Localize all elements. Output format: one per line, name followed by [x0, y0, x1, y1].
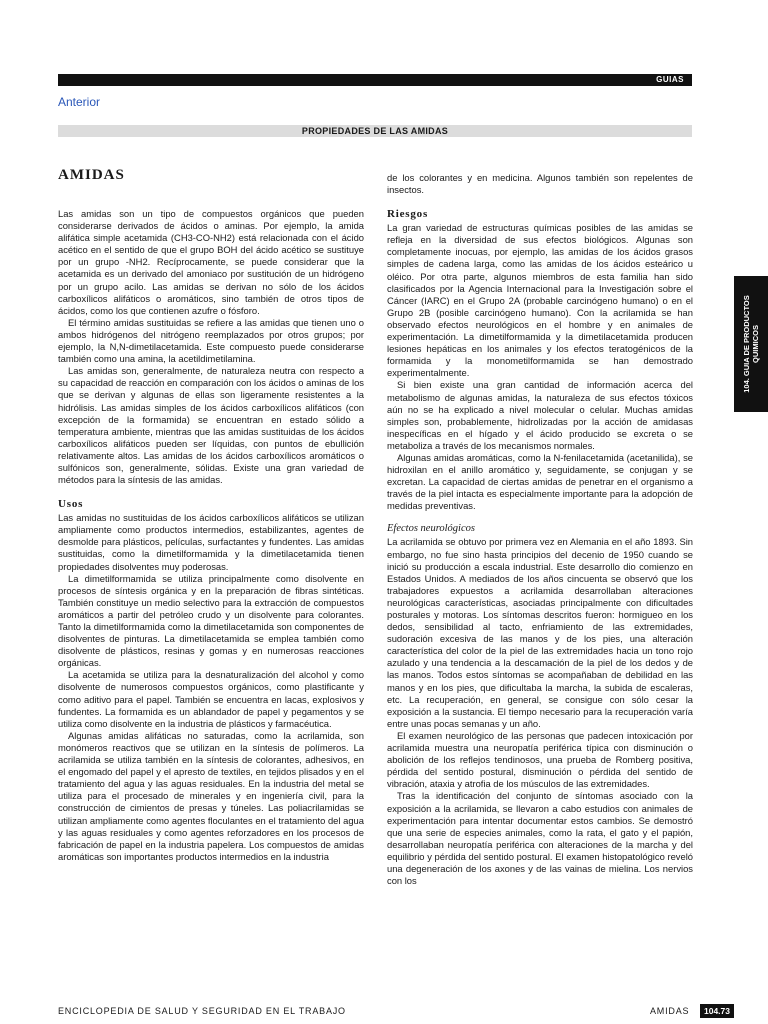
- side-tab-label: 104. GUIA DE PRODUCTOS QUIMICOS: [742, 295, 760, 393]
- paragraph: Tras la identificación del conjunto de síntomas asociado con la exposición a la acrilamida, se llevaron a cabo estudios con animales de experimentación para intentar documentar estos cambios. Se demostró que una serie de especies animales, como la rata, el gato y el papión, desarrollaban neuropatía periférica con alteraciones de la marcha y del equilibrio y pérdida del sentido postural. El examen histopatológico reveló una degeneración de los axones y de las vainas de mielina. Los nervios con los: [387, 790, 693, 887]
- usos-heading: Usos: [58, 498, 84, 511]
- paragraph: Algunas amidas alifáticas no saturadas, como la acrilamida, son monómeros reactivos que se utilizan en la síntesis de polímeros. La acrilamida se utiliza también en la síntesis de colorantes, adhesivos, en el engomado del papel y el apresto de textiles, en tejidos plisados y en el tratamiento del agua y las aguas residuales. En la industria del metal se utiliza para el procesado de minerales y en ingeniería civil, para la construcción de cimientos de presas y túneles. Las poliacrilamidas se utilizan ampliamente como agentes floculantes en el tratamiento del agua y las aguas residuales y como agentes reforzadores en los procesos de fabricación de papel en la industria papelera. Los compuestos de amidas aromáticas son importantes productos intermedios en la industria: [58, 729, 364, 862]
- section-title: PROPIEDADES DE LAS AMIDAS: [58, 125, 692, 137]
- paragraph: La dimetilformamida se utiliza principalmente como disolvente en procesos de síntesis orgánica y en la preparación de fibras sintéticas. También constituye un medio selectivo para la extracción de compuestos aromáticos a partir del petróleo crudo y un disolvente para colorantes. Tanto la dimetilformamida como la dimetilacetamida son componentes de disolventes de pinturas. La dimetilacetamida se emplea también como disolvente de plásticos, resinas y gomas y en numerosas reacciones orgánicas.: [58, 572, 364, 669]
- paragraph: El término amidas sustituidas se refiere a las amidas que tienen uno o ambos hidrógenos del nitrógeno reemplazados por otros grupos; por ejemplo, la N,N-dimetilacetamida. Este compuesto puede considerarse también como una amina, la acetildimetilamina.: [58, 316, 364, 365]
- paragraph: La acetamida se utiliza para la desnaturalización del alcohol y como disolvente de numerosos compuestos orgánicos, como plastificante y como aditivo para el papel. También se encuentra en lacas, explosivos y fundentes. La formamida es un ablandador de papel y pegamentos y se utiliza como disolvente en la industria de plásticos y farmacéutica.: [58, 669, 364, 729]
- header-band-label: GUIAS: [656, 75, 684, 84]
- paragraph: Las amidas son un tipo de compuestos orgánicos que pueden considerarse derivados de ácidos o aminas. Por ejemplo, la amida alifática simple acetamida (CH3-CO-NH2) está relacionada con el ácido acético en el sentido de que el grupo BOH del ácido acético se sustituye por un grupo -NH2. Recíprocamente, se puede considerar que la acetamida es un derivado del amoniaco por sustitución de un hidrógeno por un grupo acilo. Las amidas se derivan no sólo de los ácidos carboxílicos alifáticos o aromáticos, sino también de otros tipos de ácidos, como los que contienen azufre o fósforo.: [58, 208, 364, 316]
- previous-link[interactable]: Anterior: [58, 95, 101, 109]
- paragraph: Algunas amidas aromáticas, como la N-fenilacetamida (acetanilida), se hidroxilan en el anillo aromático y, seguidamente, se conjugan y se excretan. La capacidad de ciertas amidas de penetrar en el organismo a través de la piel intacta es especialmente importante para la adopción de medidas preventivas.: [387, 451, 693, 512]
- left-column: [58, 166, 364, 863]
- paragraph: Si bien existe una gran cantidad de información acerca del metabolismo de algunas amidas, la naturaleza de sus efectos tóxicos aún no se ha explicado a nivel molecular o celular. Muchas amidas simples son, probablemente, hidrolizadas por la acción de amidasas inespecíficas en el hígado y el ácido producido se excreta o se metaboliza a través de los mecanismos normales.: [387, 379, 693, 451]
- right-column: [387, 172, 693, 887]
- footer-publication: ENCICLOPEDIA DE SALUD Y SEGURIDAD EN EL TRABAJO: [58, 1006, 346, 1016]
- header-band: [58, 74, 692, 86]
- paragraph: Las amidas no sustituidas de los ácidos carboxílicos alifáticos se utilizan ampliamente como productos intermedios, estabilizantes, agentes de desmolde para plásticos, películas, surfactantes y fundentes. Las amidas sustituidas, como la dimetilformamida y la dimetilacetamida tienen propiedades disolventes muy poderosas.: [58, 512, 364, 572]
- paragraph: El examen neurológico de las personas que padecen intoxicación por acrilamida muestra una neuropatía periférica típica con disminución o abolición de los reflejos tendinosos, una prueba de Romberg positiva, pérdida del sentido postural, disminución o pérdida del sentido de vibración, ataxia y atrofia de los músculos de las extremidades.: [387, 729, 693, 790]
- paragraph: Las amidas son, generalmente, de naturaleza neutra con respecto a su capacidad de reacción en comparación con los ácidos o aminas de los que se derivan y algunas de ellas son ligeramente resistentes a la hidrólisis. Las amidas simples de los ácidos carboxílicos alifáticos (con excepción de la formamida) se encuentran en estado sólido a temperatura ambiente, mientras que las amidas sustituidas de los ácidos carboxílicos alifáticos pueden ser líquidas, con puntos de ebullición relativamente altos. Las amidas de los ácidos carboxílicos aromáticos o sulfónicos son, generalmente, sólidas. Existe una gran variedad de métodos para la síntesis de las amidas.: [58, 365, 364, 486]
- paragraph: de los colorantes y en medicina. Algunos también son repelentes de insectos.: [387, 172, 693, 196]
- footer-section: AMIDAS: [650, 1006, 690, 1016]
- page-number: 104.73: [700, 1004, 734, 1018]
- paragraph: La gran variedad de estructuras químicas posibles de las amidas se refleja en la diversidad de sus efectos biológicos. Algunas son completamente inocuas, por ejemplo, las amidas de los ácidos grasos simples de cadena larga, como las amidas de los ácidos esteárico u oléico. Por otra parte, algunos miembros de esta familia han sido clasificados por la Agencia Internacional para la Investigación sobre el Cáncer (IARC) en el Grupo 2A (probable carcinógeno humano) o en el Grupo 2B (posible carcinógeno humano). Con la acrilamida se han observado efectos neurológicos en el hombre y en animales de experimentación. La dimetilformamida y la dimetilacetamida producen lesiones hepáticas en los animales y los efectos teratogénicos de la formamida y la monometilformamida se han demostrado experimentalmente.: [387, 222, 693, 379]
- riesgos-heading: Riesgos: [387, 208, 429, 221]
- side-tab: [734, 276, 768, 412]
- paragraph: La acrilamida se obtuvo por primera vez en Alemania en el año 1893. Sin embargo, no fue sino hasta principios del decenio de 1950 cuando se inició su producción a escala industrial. Este desarrollo dio comienzo en Estados Unidos. A mediados de los años cincuenta se observó que los trabajadores expuestos a acrilamida desarrollaban alteraciones neurológicas características, asociadas principalmente con dificultades posturales y motoras. Los síntomas descritos fueron: hormigueo en los dedos, sensibilidad al tacto, enfriamiento de las extremidades, sudoración excesiva de las manos y de los pies, una alteración característica del color de la piel de las extremidades hacia un tono rojo azulado y una tendencia a la descamación de la piel de los dedos y de las manos. Todos estos síntomas se acompañaban de debilidad en las manos y en los pies, que dificultaba la marcha, la subida de escaleras, etc. La recuperación, en general, se consigue con sólo cesar la exposición a la sustancia. El tiempo necesario para la recuperación varía entre unas pocas semanas y un año.: [387, 536, 693, 729]
- article-title: AMIDAS: [58, 167, 125, 183]
- efectos-heading: Efectos neurológicos: [387, 523, 475, 535]
